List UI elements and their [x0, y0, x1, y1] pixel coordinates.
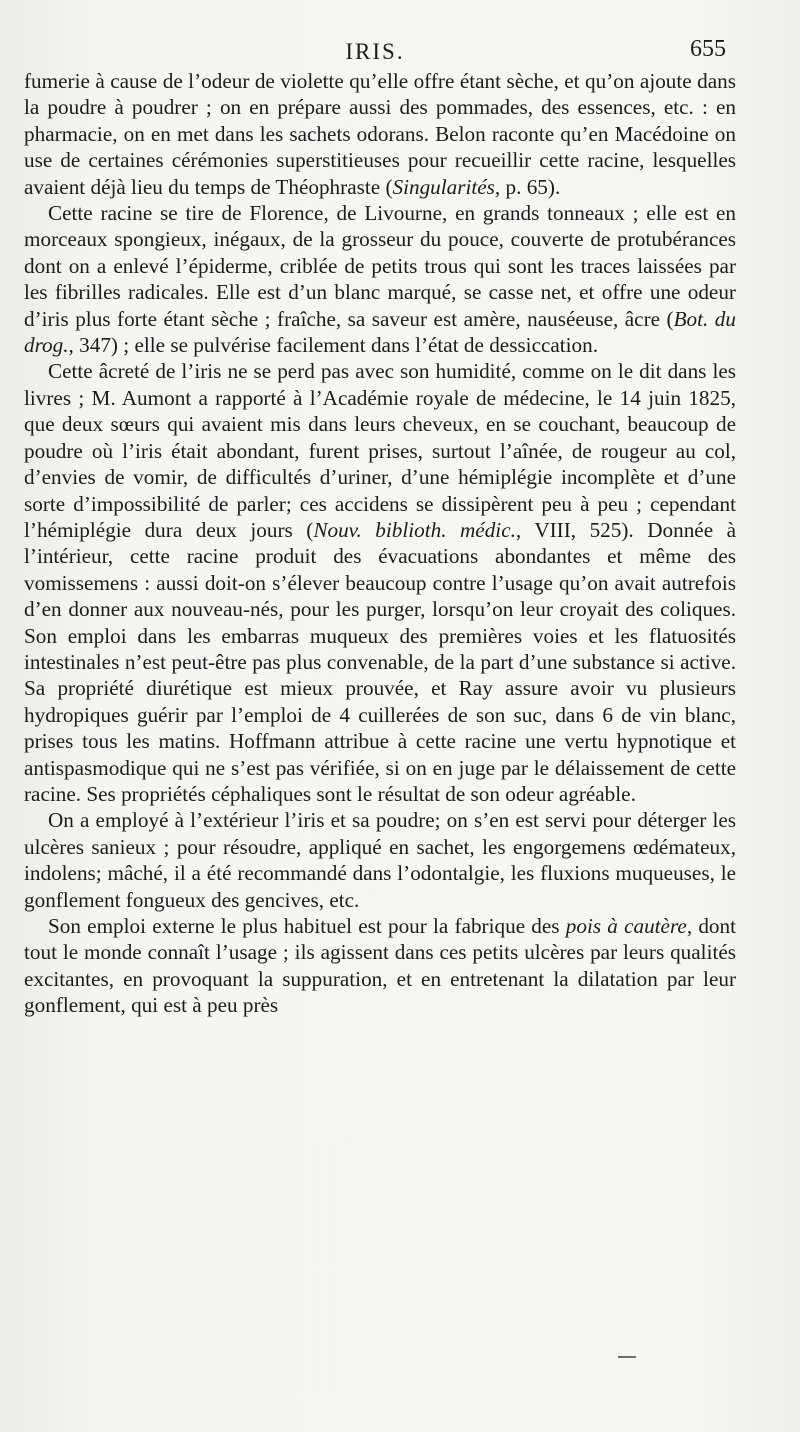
ink-mark: [618, 1356, 636, 1358]
paragraph-1: [24, 68, 736, 200]
italic-reference: Singularités: [392, 174, 495, 199]
italic-reference: Nouv. biblioth. médic.: [313, 517, 516, 542]
italic-term: pois à cautère: [565, 914, 687, 938]
text-run: Son emploi externe le plus habituel est pour la fabrique des: [48, 914, 566, 938]
body-text: [24, 68, 736, 1019]
page-header: [24, 36, 726, 68]
text-run: Cette âcreté de l’iris ne se perd pas avec son humidité, comme on le dit dans les livres ; M. Aumont a rapporté à l’Académie royale de médecine, le 14 juin 1825, que deux sœurs qui avaient mis dans leurs cheveux, en se couchant, beaucoup de poudre où l’iris était abondant, furent prises, surtout l’aînée, de rougeur au col, d’envies de vomir, de difficultés d’uriner, d’une hémiplégie incomplète et d’une sorte d’impossibilité de parler; ces accidens se dissipèrent peu à peu ; cependant l’hémiplégie dura deux jours (: [24, 359, 736, 542]
paragraph-3: [24, 358, 736, 807]
text-run: , VIII, 525). Donnée à l’intérieur, cette racine produit des évacuations abondantes et même des vomissemens : aussi doit-on s’élever beaucoup contre l’usage qu’on avait autrefois d’en donner aux nouveau-nés, pour les purger, lorsqu’on leur croyait des coliques. Son emploi dans les embarras muqueux des premières voies et les flatuosités intestinales n’est peut-être pas plus convenable, de la part d’une substance si active. Sa propriété diurétique est mieux prouvée, et Ray assure avoir vu plusieurs hydropiques guérir par l’emploi de 4 cuillerées de son suc, dans 6 de vin blanc, prises tous les matins. Hoffmann attribue à cette racine une vertu hypnotique et antispasmodique qui ne s’est pas vérifiée, si on en juge par le délaissement de cette racine. Ses propriétés céphaliques sont le résultat de son odeur agréable.: [24, 517, 737, 806]
text-run: , dont tout le monde connaît l’usage ; ils agissent dans ces petits ulcères par leurs qualités excitantes, en provoquant la suppuration, et en entretenant la dilatation par leur gonflement, qui est à peu près: [24, 914, 736, 1018]
italic-reference: Bot. du drog.: [24, 306, 736, 358]
text-run: Cette racine se tire de Florence, de Livourne, en grands tonneaux ; elle est en morceaux spongieux, inégaux, de la grosseur du pouce, couverte de protubérances dont on a enlevé l’épiderme, criblée de petits trous qui sont les traces laissées par les fibrilles radicales. Elle est d’un blanc marqué, se casse net, et offre une odeur d’iris plus forte étant sèche ; fraîche, sa saveur est amère, nauséeuse, âcre (: [24, 201, 736, 331]
text-run: , p. 65).: [494, 174, 561, 199]
paragraph-5: [24, 913, 736, 1019]
text-run: , 347) ; elle se pulvérise facilement dans l’état de dessiccation.: [68, 333, 599, 358]
paragraph-2: [24, 200, 736, 358]
paragraph-4: [24, 807, 736, 913]
running-title: IRIS.: [345, 39, 405, 64]
text-run: fumerie à cause de l’odeur de violette qu’elle offre étant sèche, et qu’on ajoute dans la poudre à poudrer ; on en prépare aussi des pommades, des essences, etc. : en pharmacie, on en met dans les sachets odorans. Belon raconte qu’en Macédoine on use de certaines cérémonies superstitieuses pour recueillir cette racine, lesquelles avaient déjà lieu du temps de Théophraste (: [24, 69, 736, 199]
page-number: 655: [690, 36, 726, 62]
text-run: On a employé à l’extérieur l’iris et sa poudre; on s’en est servi pour déterger les ulcères sanieux ; pour résoudre, appliqué en sachet, les engorgemens œdémateux, indolens; mâché, il a été recommandé dans l’odontalgie, les fluxions muqueuses, le gonflement fongueux des gencives, etc.: [24, 808, 736, 912]
